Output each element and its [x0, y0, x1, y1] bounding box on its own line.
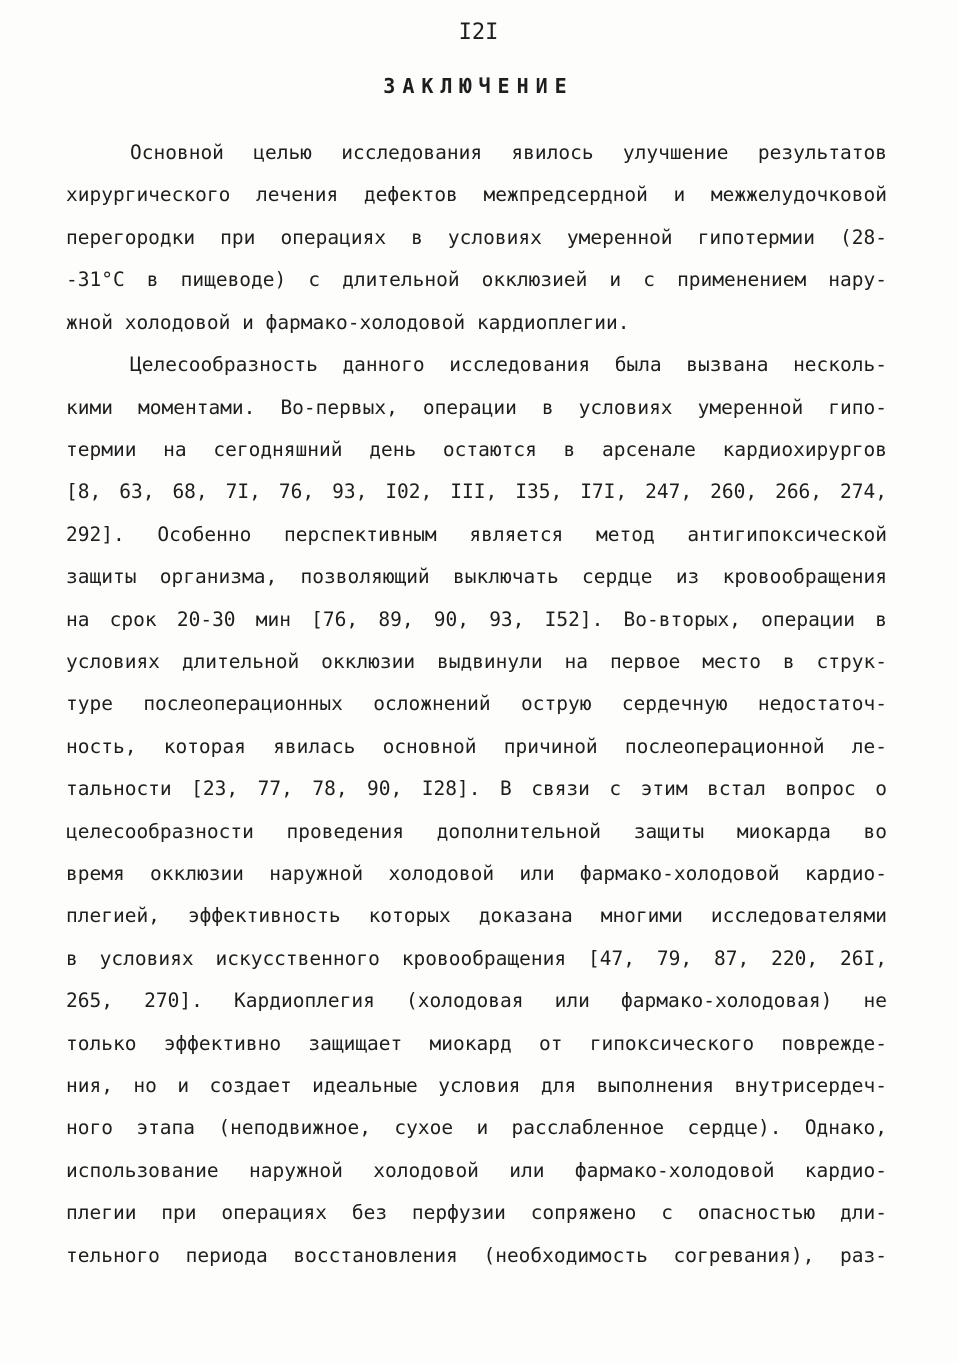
text-line: 265, 270]. Кардиоплегия (холодовая или фармако-холодовая) не: [66, 989, 887, 1012]
text-line: 292]. Особенно перспективным является метод антигипоксической: [66, 523, 887, 546]
text-line: кими моментами. Во-первых, операции в условиях умеренной гипо-: [66, 396, 887, 419]
text-line: термии на сегодняшний день остаются в арсенале кардиохирургов: [66, 438, 887, 461]
text-line: тельного периода восстановления (необходимость согревания), раз-: [66, 1244, 887, 1267]
text-line: только эффективно защищает миокард от гипоксического поврежде-: [66, 1032, 887, 1055]
text-line: тальности [23, 77, 78, 90, I28]. В связи с этим встал вопрос о: [66, 777, 887, 800]
text-line: перегородки при операциях в условиях умеренной гипотермии (28-: [66, 226, 887, 249]
text-line: плегии при операциях без перфузии сопряжено с опасностью дли-: [66, 1201, 887, 1224]
text-line: жной холодовой и фармако-холодовой кардиоплегии.: [66, 311, 630, 334]
text-line: туре послеоперационных осложнений острую сердечную недостаточ-: [66, 692, 887, 715]
page-number: I2I: [458, 20, 499, 45]
text-line: Целесообразность данного исследования была вызвана несколь-: [130, 353, 887, 376]
text-line: целесообразности проведения дополнительной защиты миокарда во: [66, 820, 887, 843]
text-line: время окклюзии наружной холодовой или фармако-холодовой кардио-: [66, 862, 887, 885]
text-line: Основной целью исследования явилось улучшение результатов: [130, 141, 887, 164]
text-line: защиты организма, позволяющий выключать сердце из кровообращения: [66, 565, 887, 588]
text-line: хирургического лечения дефектов межпредсердной и межжелудочковой: [66, 183, 887, 206]
text-line: использование наружной холодовой или фармако-холодовой кардио-: [66, 1159, 887, 1182]
text-line: -31°С в пищеводе) с длительной окклюзией и с применением нару-: [66, 268, 887, 291]
section-heading: ЗАКЛЮЧЕНИЕ: [383, 74, 574, 98]
text-line: в условиях искусственного кровообращения [47, 79, 87, 220, 26I,: [66, 947, 887, 970]
text-line: плегией, эффективность которых доказана многими исследователями: [66, 904, 887, 927]
text-line: условиях длительной окклюзии выдвинули на первое место в струк-: [66, 650, 887, 673]
text-line: на срок 20-30 мин [76, 89, 90, 93, I52]. Во-вторых, операции в: [66, 608, 887, 631]
text-line: ного этапа (неподвижное, сухое и расслабленное сердце). Однако,: [66, 1116, 887, 1139]
text-line: ния, но и создает идеальные условия для выполнения внутрисердеч-: [66, 1074, 887, 1097]
text-line: ность, которая явилась основной причиной послеоперационной ле-: [66, 735, 887, 758]
text-line: [8, 63, 68, 7I, 76, 93, I02, III, I35, I7I, 247, 260, 266, 274,: [66, 480, 887, 503]
